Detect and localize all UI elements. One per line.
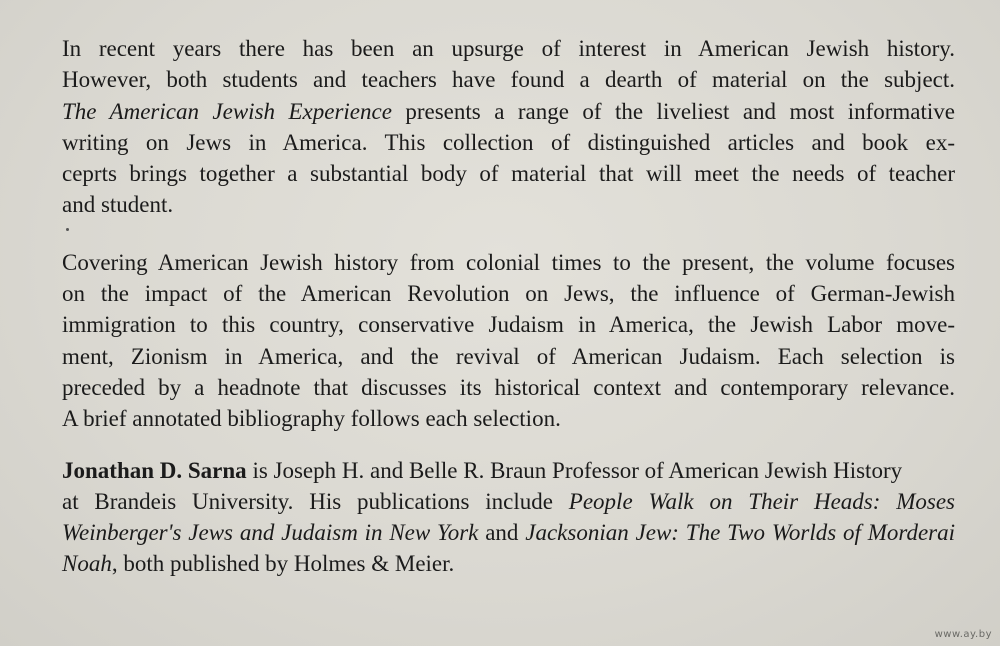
text-fragment: presents a range of the liveliest and most informative xyxy=(391,98,955,124)
text-fragment: is Joseph H. and Belle R. Braun Professor of American Jewish History xyxy=(246,457,903,483)
text-line: In recent years there has been an upsurge of interest in American Jewish history. xyxy=(62,36,955,61)
text-line: and student. xyxy=(62,192,174,218)
book-title: Jacksonian Jew: The Two Worlds of Morderai xyxy=(525,520,956,546)
text-line xyxy=(62,455,942,486)
paragraph-author-bio xyxy=(62,455,955,580)
paragraph-intro xyxy=(62,33,955,221)
text-fragment: at Brandeis University. His publications include xyxy=(62,488,569,514)
text-line: preceded by a headnote that discusses its historical context and contemporary relevance. xyxy=(62,374,955,400)
text-line: Covering American Jewish history from colonial times to the present, the volume focuses xyxy=(62,249,955,275)
book-back-cover-text xyxy=(62,33,955,580)
text-line: However, both students and teachers have found a dearth of material on the subject. xyxy=(62,67,955,93)
book-title: Weinberger's Jews and Judaism in New York xyxy=(62,520,479,546)
text-line: writing on Jews in America. This collection of distinguished articles and book ex- xyxy=(62,129,955,155)
text-line xyxy=(62,517,955,548)
text-line: ment, Zionism in America, and the revival of American Judaism. Each selection is xyxy=(62,343,955,369)
book-title: Noah xyxy=(62,551,112,577)
print-speck xyxy=(66,228,69,231)
book-title: The American Jewish Experience xyxy=(62,98,392,124)
text-line: A brief annotated bibliography follows each selection. xyxy=(62,406,561,432)
text-line xyxy=(62,548,955,579)
book-title: People Walk on Their Heads: Moses xyxy=(568,488,955,514)
paragraph-contents xyxy=(62,247,955,435)
text-line: on the impact of the American Revolution on Jews, the influence of German-Jewish xyxy=(62,281,955,307)
watermark: www.ay.by xyxy=(934,629,992,640)
text-line xyxy=(62,486,955,517)
text-line: immigration to this country, conservative Judaism in America, the Jewish Labor move- xyxy=(62,312,955,338)
text-line xyxy=(62,96,955,127)
text-fragment: and xyxy=(478,520,526,546)
text-line: ceprts brings together a substantial body of material that will meet the needs of teacher xyxy=(62,161,955,187)
text-fragment: , both published by Holmes & Meier. xyxy=(111,551,455,577)
author-name: Jonathan D. Sarna xyxy=(62,457,247,483)
